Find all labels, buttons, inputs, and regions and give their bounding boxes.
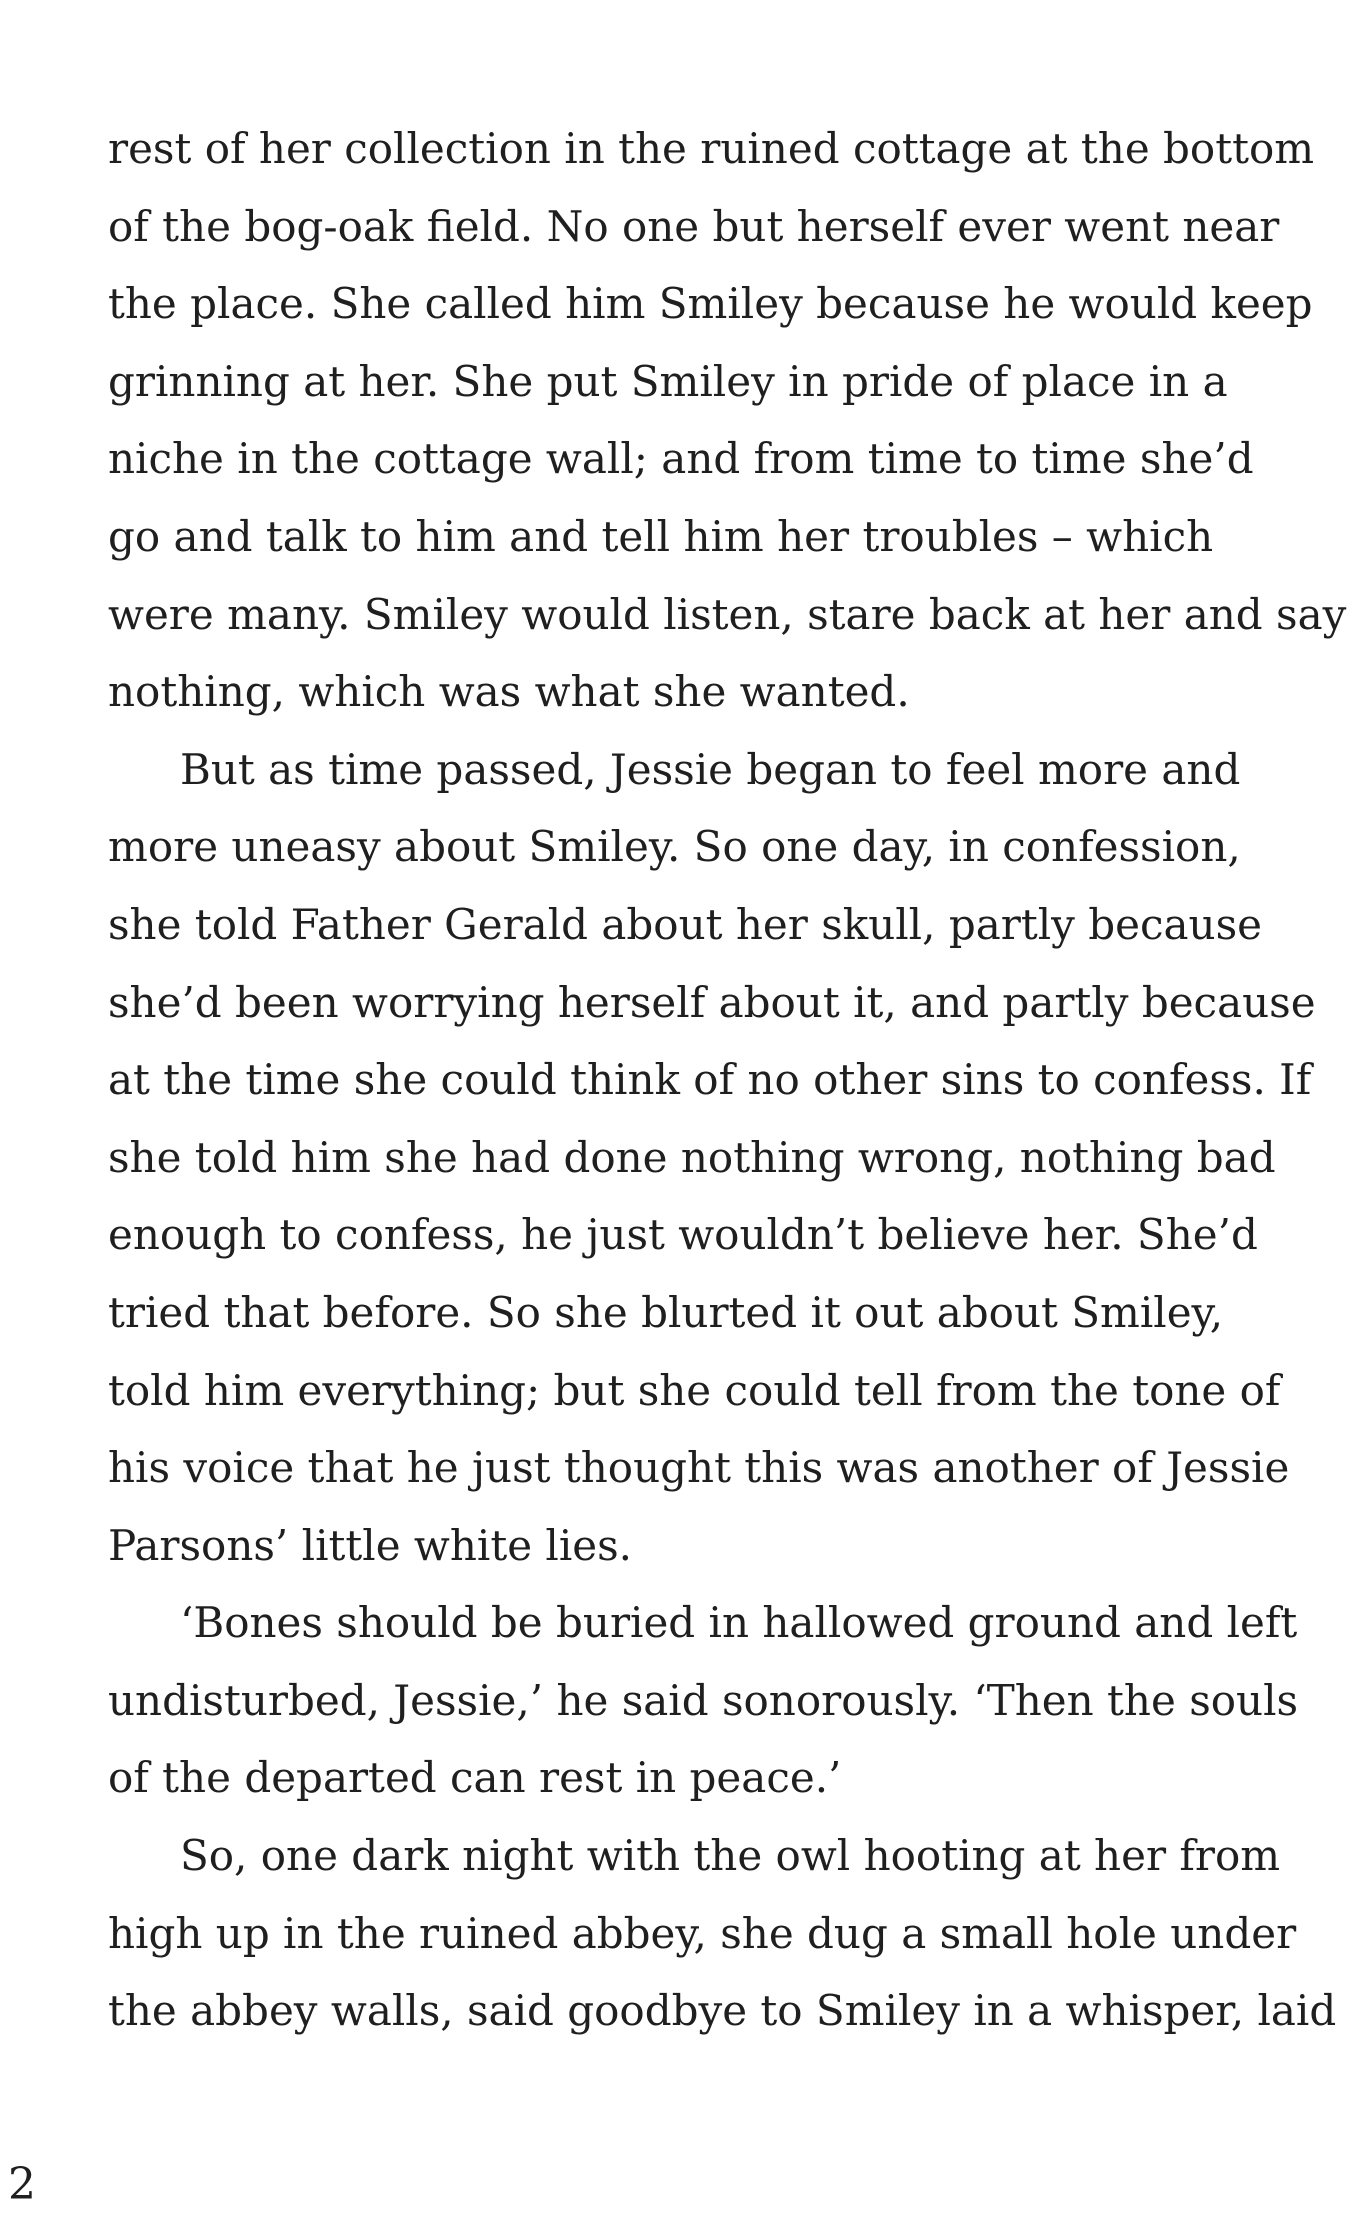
page-number: 2 (8, 2159, 36, 2210)
text-line: at the time she could think of no other sins to confess. If (108, 1055, 1312, 1105)
text-line: So, one dark night with the owl hooting at her from (180, 1831, 1281, 1881)
text-line: Parsons’ little white lies. (108, 1520, 633, 1570)
text-line: she told him she had done nothing wrong, nothing bad (108, 1132, 1276, 1182)
text-line: nothing, which was what she wanted. (108, 667, 910, 717)
text-line: enough to confess, he just wouldn’t believe her. She’d (108, 1210, 1258, 1260)
text-line: But as time passed, Jessie began to feel more and (180, 744, 1241, 794)
text-line: of the departed can rest in peace.’ (108, 1753, 842, 1803)
text-line: more uneasy about Smiley. So one day, in confession, (108, 822, 1241, 872)
text-line: ‘Bones should be buried in hallowed ground and left (180, 1598, 1298, 1648)
text-line: his voice that he just thought this was another of Jessie (108, 1443, 1290, 1493)
text-line: niche in the cottage wall; and from time to time she’d (108, 434, 1254, 484)
text-line: high up in the ruined abbey, she dug a small hole under (108, 1908, 1297, 1958)
text-line: of the bog-oak field. No one but herself ever went near (108, 201, 1280, 251)
text-line: tried that before. So she blurted it out about Smiley, (108, 1287, 1224, 1337)
body-text (108, 110, 1347, 2050)
text-line: she told Father Gerald about her skull, partly because (108, 899, 1262, 949)
text-line: grinning at her. She put Smiley in pride of place in a (108, 356, 1228, 406)
text-line: she’d been worrying herself about it, and partly because (108, 977, 1316, 1027)
text-line: told him everything; but she could tell from the tone of (108, 1365, 1281, 1415)
text-line: were many. Smiley would listen, stare back at her and say (108, 589, 1347, 639)
text-line: undisturbed, Jessie,’ he said sonorously. ‘Then the souls (108, 1675, 1299, 1725)
text-line: the abbey walls, said goodbye to Smiley in a whisper, laid (108, 1986, 1337, 2036)
text-line: the place. She called him Smiley because he would keep (108, 279, 1313, 329)
text-line: rest of her collection in the ruined cottage at the bottom (108, 124, 1315, 173)
text-line: go and talk to him and tell him her troubles – which (108, 511, 1214, 561)
